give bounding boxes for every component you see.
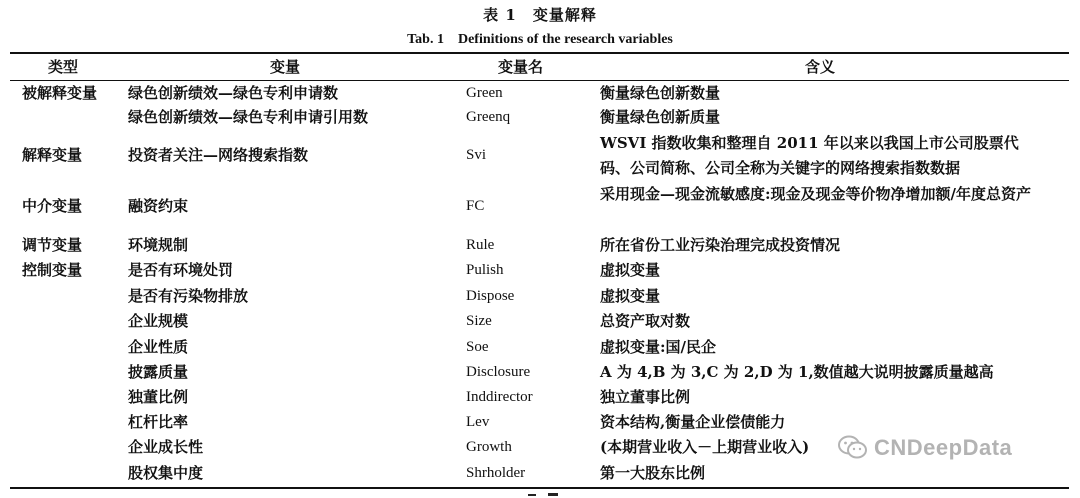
cell-type: 中介变量 bbox=[22, 197, 83, 215]
table-title-cn: 表 1 变量解释 bbox=[483, 6, 597, 24]
cell-name: Disclosure bbox=[466, 364, 531, 380]
wechat-icon bbox=[838, 435, 868, 461]
cell-variable: 企业成长性 bbox=[128, 438, 204, 456]
cell-definition: 资本结构,衡量企业偿债能力 bbox=[600, 413, 786, 431]
table-row bbox=[0, 258, 1080, 283]
cell-definition: WSVI 指数收集和整理自 2011 年以来以我国上市公司股票代码、公司简称、公司全称为关键字的网络搜索指数数据 bbox=[600, 134, 1019, 177]
cell-variable: 融资约束 bbox=[128, 197, 189, 215]
table-title-en: Tab. 1 Definitions of the research variables bbox=[407, 32, 673, 47]
cell-variable: 是否有环境处罚 bbox=[128, 261, 234, 279]
cell-type: 调节变量 bbox=[22, 236, 83, 254]
cell-name: FC bbox=[466, 198, 485, 214]
cell-name: Size bbox=[466, 313, 492, 329]
table-row bbox=[0, 81, 1080, 106]
cell-name: Greenq bbox=[466, 109, 511, 125]
table-row bbox=[0, 360, 1080, 385]
cell-name: Dispose bbox=[466, 288, 515, 304]
cell-name: Inddirector bbox=[466, 389, 533, 405]
table-row bbox=[0, 385, 1080, 410]
top-rule bbox=[10, 52, 1069, 54]
table-row bbox=[0, 335, 1080, 360]
cell-definition: 衡量绿色创新数量 bbox=[600, 84, 721, 102]
cell-type: 控制变量 bbox=[22, 261, 83, 279]
table-row bbox=[0, 131, 1080, 181]
header-definition: 含义 bbox=[805, 58, 836, 76]
cell-name: Growth bbox=[466, 439, 512, 455]
cell-type: 解释变量 bbox=[22, 146, 83, 164]
watermark-text: CNDeepData bbox=[874, 435, 1013, 460]
cell-variable: 股权集中度 bbox=[128, 464, 204, 482]
cell-variable: 绿色创新绩效—绿色专利申请引用数 bbox=[128, 108, 369, 126]
table-row bbox=[0, 410, 1080, 435]
table-row bbox=[0, 233, 1080, 258]
cell-name: Lev bbox=[466, 414, 490, 430]
cell-variable: 投资者关注—网络搜索指数 bbox=[128, 146, 309, 164]
cell-name: Pulish bbox=[466, 262, 504, 278]
table-row bbox=[0, 461, 1080, 486]
cell-type: 被解释变量 bbox=[22, 84, 98, 102]
table-row bbox=[0, 309, 1080, 334]
cell-definition: 独立董事比例 bbox=[600, 388, 691, 406]
cell-name: Rule bbox=[466, 237, 495, 253]
cell-variable: 披露质量 bbox=[128, 363, 189, 381]
cell-name: Shrholder bbox=[466, 465, 526, 481]
cell-definition: 总资产取对数 bbox=[600, 312, 691, 330]
cell-name: Soe bbox=[466, 339, 489, 355]
header-type: 类型 bbox=[48, 58, 79, 76]
header-name: 变量名 bbox=[498, 58, 544, 76]
cell-variable: 环境规制 bbox=[128, 236, 189, 254]
table-row bbox=[0, 105, 1080, 130]
bottom-rule bbox=[10, 487, 1069, 489]
cell-name: Svi bbox=[466, 147, 487, 163]
cell-definition: 虚拟变量 bbox=[600, 287, 661, 305]
cell-variable: 绿色创新绩效—绿色专利申请数 bbox=[128, 84, 339, 102]
cell-definition: 采用现金—现金流敏感度:现金及现金等价物净增加额/年度总资产 bbox=[600, 185, 1032, 203]
watermark bbox=[838, 433, 1012, 463]
header-variable: 变量 bbox=[270, 58, 301, 76]
cell-variable: 独董比例 bbox=[128, 388, 189, 406]
cell-variable: 企业规模 bbox=[128, 312, 189, 330]
cell-definition: 虚拟变量 bbox=[600, 261, 661, 279]
cell-definition: 虚拟变量:国/民企 bbox=[600, 338, 717, 356]
cell-definition: 第一大股东比例 bbox=[600, 464, 706, 482]
cell-definition: 衡量绿色创新质量 bbox=[600, 108, 721, 126]
cell-definition: A 为 4,B 为 3,C 为 2,D 为 1,数值越大说明披露质量越高 bbox=[600, 363, 994, 381]
cell-name: Green bbox=[466, 85, 503, 101]
cell-variable: 企业性质 bbox=[128, 338, 189, 356]
table-row bbox=[0, 284, 1080, 309]
cropped-text-fragment bbox=[528, 491, 568, 498]
table-row bbox=[0, 182, 1080, 232]
cell-variable: 杠杆比率 bbox=[128, 413, 189, 431]
cell-definition: 所在省份工业污染治理完成投资情况 bbox=[600, 236, 841, 254]
cell-definition: (本期营业收入－上期营业收入) bbox=[600, 438, 810, 456]
cell-variable: 是否有污染物排放 bbox=[128, 287, 249, 305]
